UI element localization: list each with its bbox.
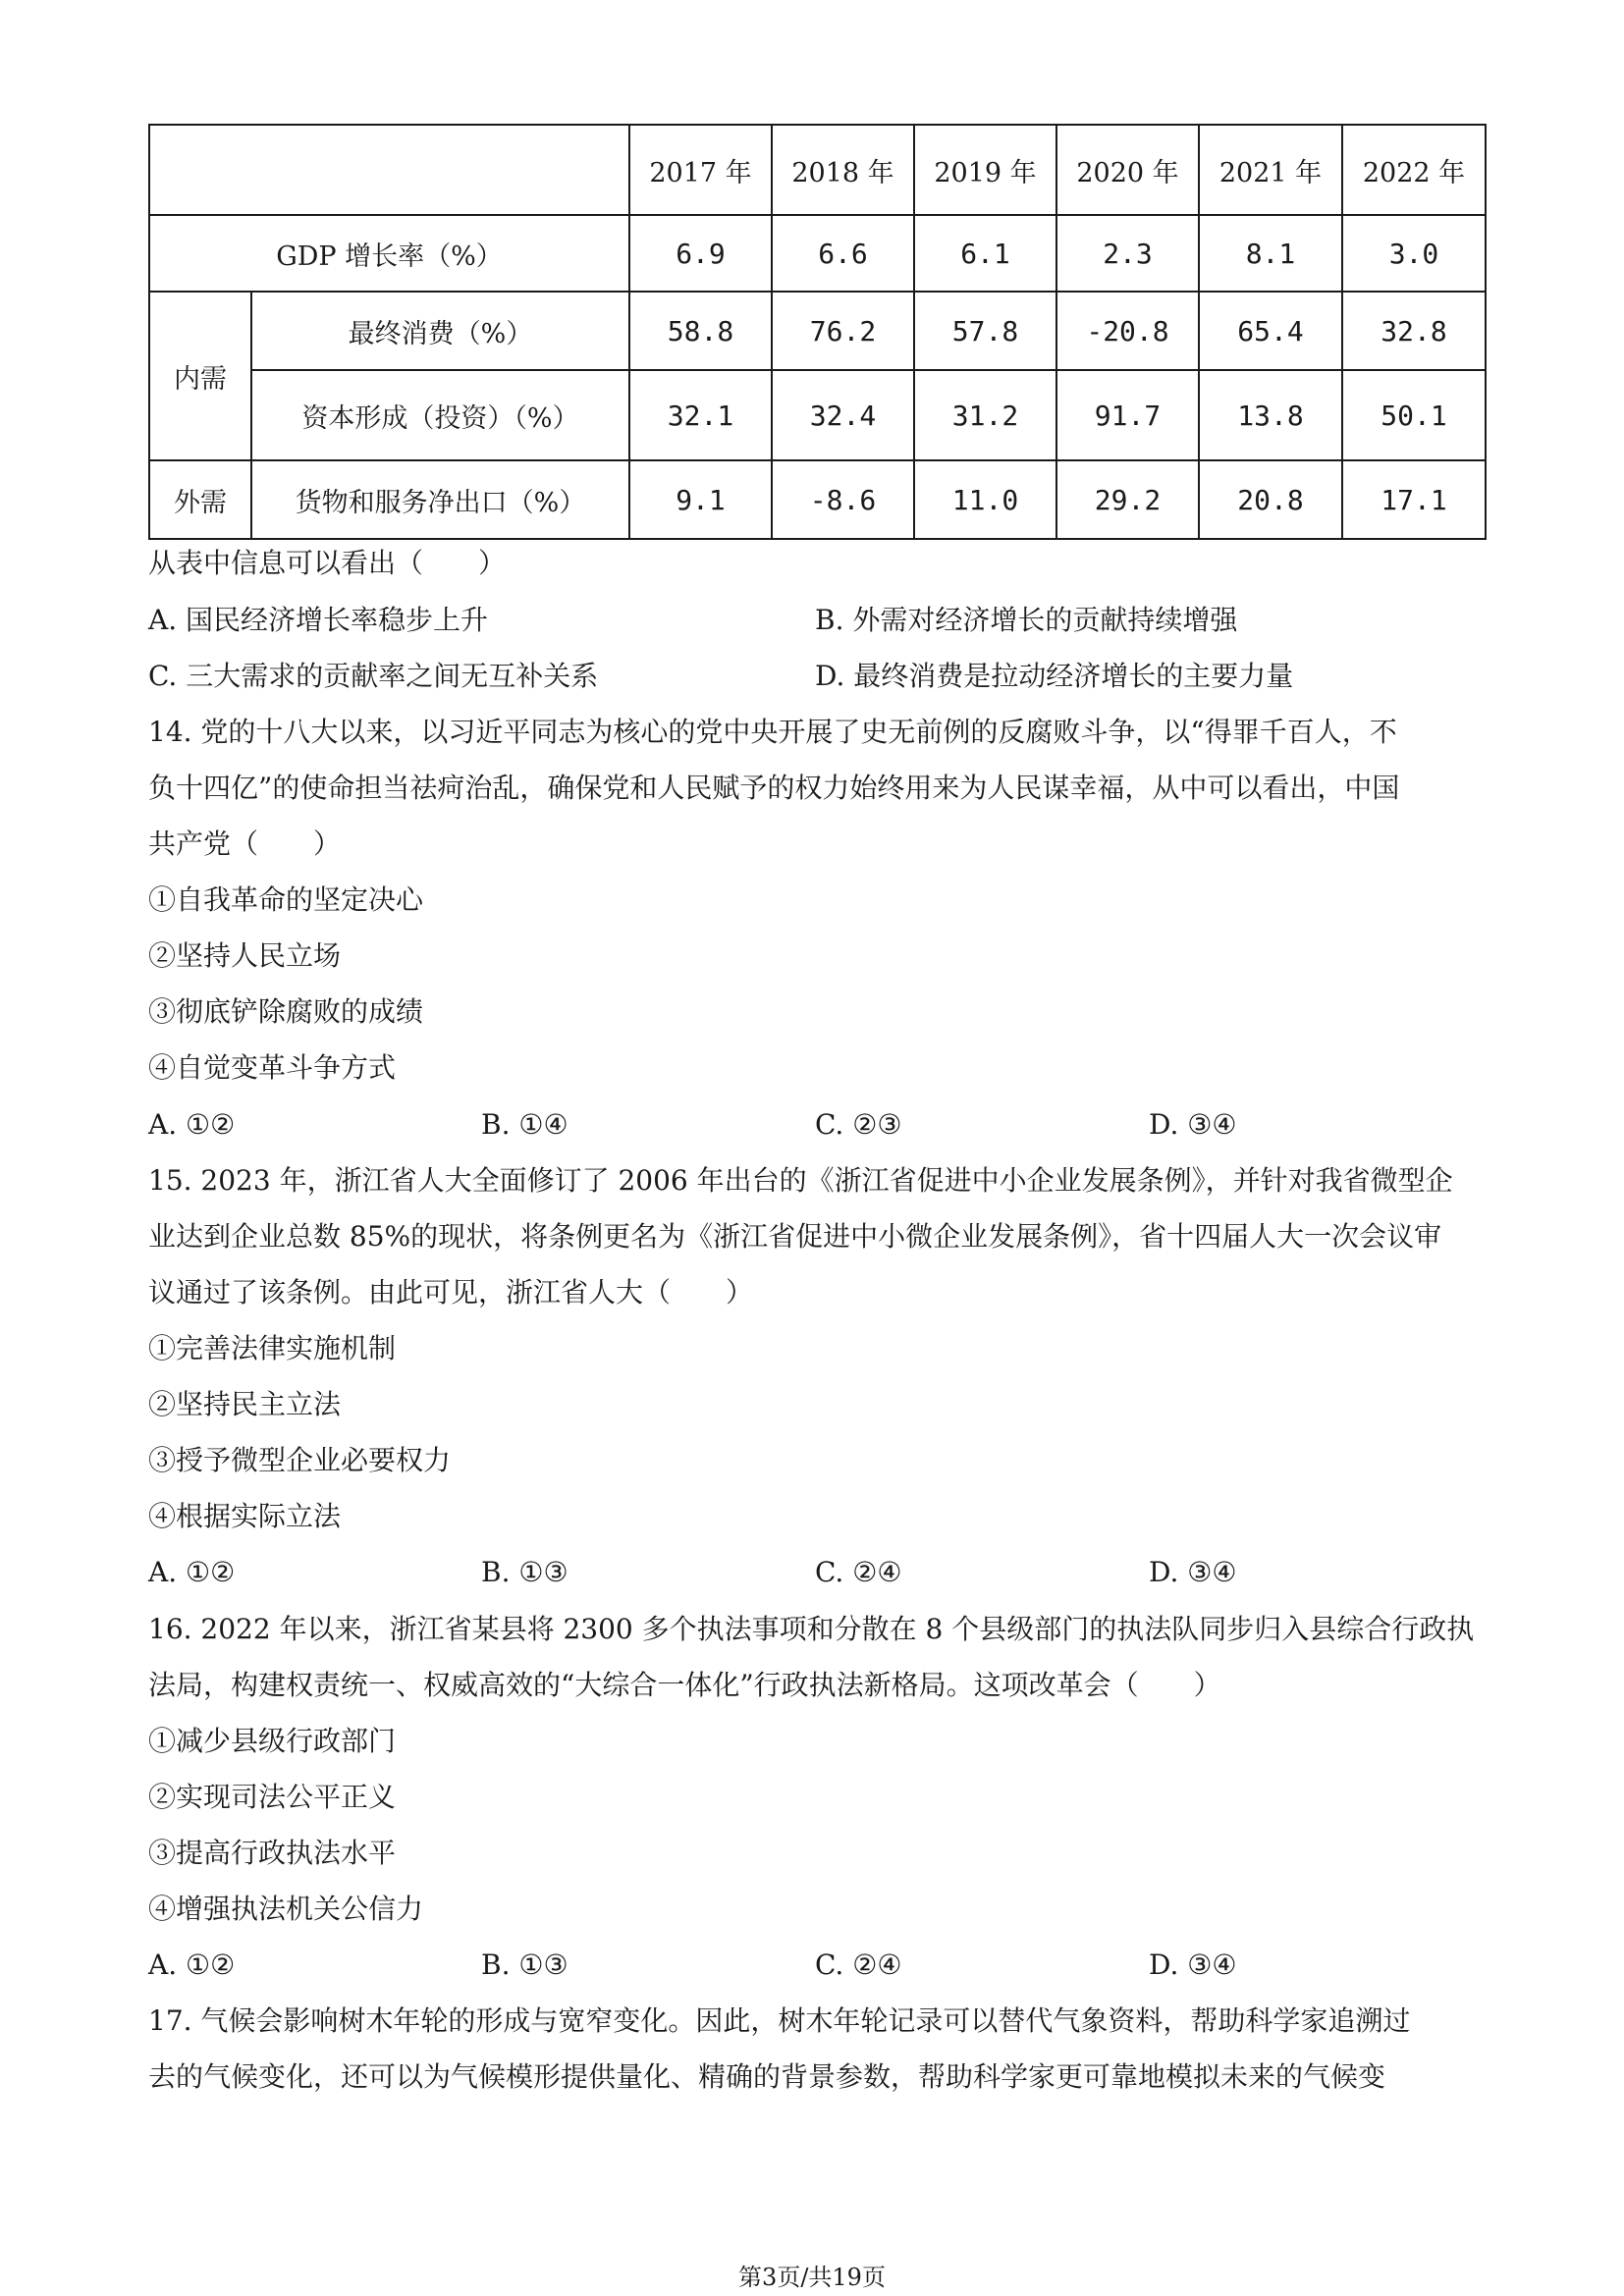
cell-value: 50.1 bbox=[1342, 370, 1486, 460]
year-header: 2017 年 bbox=[629, 125, 772, 215]
q15-item: ④根据实际立法 bbox=[148, 1500, 342, 1532]
row-label-gdp: GDP 增长率（%） bbox=[149, 215, 629, 292]
q13-option-b: B. 外需对经济增长的贡献持续增强 bbox=[815, 604, 1238, 636]
q15-stem-line: 议通过了该条例。由此可见，浙江省人大（ ） bbox=[148, 1276, 754, 1308]
q13-stem: 从表中信息可以看出（ ） bbox=[148, 547, 507, 579]
cell-value: 57.8 bbox=[914, 292, 1056, 370]
q15-item: ①完善法律实施机制 bbox=[148, 1332, 397, 1364]
row-label-net-export: 货物和服务净出口（%） bbox=[251, 460, 629, 539]
table-row-consumption bbox=[149, 292, 1486, 370]
row-group-external: 外需 bbox=[149, 460, 251, 539]
q14-option-b: B. ①④ bbox=[481, 1108, 568, 1141]
table-row-gdp bbox=[149, 215, 1486, 292]
q15-option-b: B. ①③ bbox=[481, 1556, 568, 1588]
q16-item: ①减少县级行政部门 bbox=[148, 1725, 397, 1757]
q15-option-a: A. ①② bbox=[148, 1556, 236, 1588]
row-group-domestic: 内需 bbox=[149, 292, 251, 460]
cell-value: 76.2 bbox=[772, 292, 914, 370]
q14-item: ②坚持人民立场 bbox=[148, 939, 342, 972]
cell-value: 58.8 bbox=[629, 292, 772, 370]
q17-stem-line: 去的气候变化，还可以为气候模形提供量化、精确的背景参数，帮助科学家更可靠地模拟未来的气候变 bbox=[148, 2060, 1386, 2093]
q15-item: ③授予微型企业必要权力 bbox=[148, 1444, 452, 1476]
q16-stem-line: 16. 2022 年以来，浙江省某县将 2300 多个执法事项和分散在 8 个县级部门的执法队同步归入县综合行政执 bbox=[148, 1613, 1475, 1645]
q14-option-a: A. ①② bbox=[148, 1108, 236, 1141]
cell-value: 32.1 bbox=[629, 370, 772, 460]
cell-value: 91.7 bbox=[1056, 370, 1199, 460]
q16-option-d: D. ③④ bbox=[1149, 1949, 1237, 1981]
cell-value: 20.8 bbox=[1199, 460, 1342, 539]
cell-value: 32.8 bbox=[1342, 292, 1486, 370]
q16-stem-line: 法局，构建权责统一、权威高效的“大综合一体化”行政执法新格局。这项改革会（ ） bbox=[148, 1669, 1221, 1701]
cell-value: 13.8 bbox=[1199, 370, 1342, 460]
q14-stem-line: 负十四亿”的使命担当祛疴治乱，确保党和人民赋予的权力始终用来为人民谋幸福，从中可以看出，中国 bbox=[148, 772, 1400, 804]
q16-option-a: A. ①② bbox=[148, 1949, 236, 1981]
gdp-contribution-table bbox=[148, 124, 1487, 540]
q16-item: ③提高行政执法水平 bbox=[148, 1837, 397, 1869]
q14-option-d: D. ③④ bbox=[1149, 1108, 1237, 1141]
cell-value: 65.4 bbox=[1199, 292, 1342, 370]
cell-value: 29.2 bbox=[1056, 460, 1199, 539]
cell-value: 32.4 bbox=[772, 370, 914, 460]
cell-value: 17.1 bbox=[1342, 460, 1486, 539]
q16-option-c: C. ②④ bbox=[815, 1949, 902, 1981]
q13-option-d: D. 最终消费是拉动经济增长的主要力量 bbox=[815, 660, 1294, 692]
cell-value: 2.3 bbox=[1056, 215, 1199, 292]
year-header: 2022 年 bbox=[1342, 125, 1486, 215]
cell-value: 8.1 bbox=[1199, 215, 1342, 292]
year-header: 2019 年 bbox=[914, 125, 1056, 215]
q15-stem-line: 业达到企业总数 85%的现状，将条例更名为《浙江省促进中小微企业发展条例》，省十四届人大一次会议审 bbox=[148, 1220, 1442, 1253]
table-row-net-export bbox=[149, 460, 1486, 539]
row-label-consumption: 最终消费（%） bbox=[251, 292, 629, 370]
cell-value: -20.8 bbox=[1056, 292, 1199, 370]
table-corner-cell bbox=[149, 125, 629, 215]
year-header: 2021 年 bbox=[1199, 125, 1342, 215]
cell-value: 31.2 bbox=[914, 370, 1056, 460]
q16-item: ④增强执法机关公信力 bbox=[148, 1893, 424, 1925]
cell-value: -8.6 bbox=[772, 460, 914, 539]
page-number: 第3页/共19页 bbox=[738, 2264, 886, 2291]
q16-item: ②实现司法公平正义 bbox=[148, 1781, 397, 1813]
year-header: 2020 年 bbox=[1056, 125, 1199, 215]
year-header: 2018 年 bbox=[772, 125, 914, 215]
cell-value: 11.0 bbox=[914, 460, 1056, 539]
cell-value: 3.0 bbox=[1342, 215, 1486, 292]
q14-stem-line: 14. 党的十八大以来，以习近平同志为核心的党中央开展了史无前例的反腐败斗争，以“得罪千百人，不 bbox=[148, 716, 1397, 748]
cell-value: 6.9 bbox=[629, 215, 772, 292]
row-label-capital: 资本形成（投资）（%） bbox=[251, 370, 629, 460]
q13-option-a: A. 国民经济增长率稳步上升 bbox=[148, 604, 489, 636]
q15-item: ②坚持民主立法 bbox=[148, 1388, 342, 1420]
cell-value: 9.1 bbox=[629, 460, 772, 539]
q15-option-d: D. ③④ bbox=[1149, 1556, 1237, 1588]
q15-stem-line: 15. 2023 年，浙江省人大全面修订了 2006 年出台的《浙江省促进中小企业发展条例》，并针对我省微型企 bbox=[148, 1164, 1453, 1197]
cell-value: 6.1 bbox=[914, 215, 1056, 292]
table-row-capital bbox=[149, 370, 1486, 460]
q15-option-c: C. ②④ bbox=[815, 1556, 902, 1588]
cell-value: 6.6 bbox=[772, 215, 914, 292]
q13-option-c: C. 三大需求的贡献率之间无互补关系 bbox=[148, 660, 599, 692]
q14-item: ③彻底铲除腐败的成绩 bbox=[148, 995, 424, 1028]
table-header-row bbox=[149, 125, 1486, 215]
q14-stem-line: 共产党（ ） bbox=[148, 828, 342, 860]
q14-item: ①自我革命的坚定决心 bbox=[148, 883, 424, 916]
q17-stem-line: 17. 气候会影响树木年轮的形成与宽窄变化。因此，树木年轮记录可以替代气象资料，帮助科学家追溯过 bbox=[148, 2004, 1411, 2037]
q16-option-b: B. ①③ bbox=[481, 1949, 568, 1981]
q14-item: ④自觉变革斗争方式 bbox=[148, 1051, 397, 1084]
q14-option-c: C. ②③ bbox=[815, 1108, 902, 1141]
